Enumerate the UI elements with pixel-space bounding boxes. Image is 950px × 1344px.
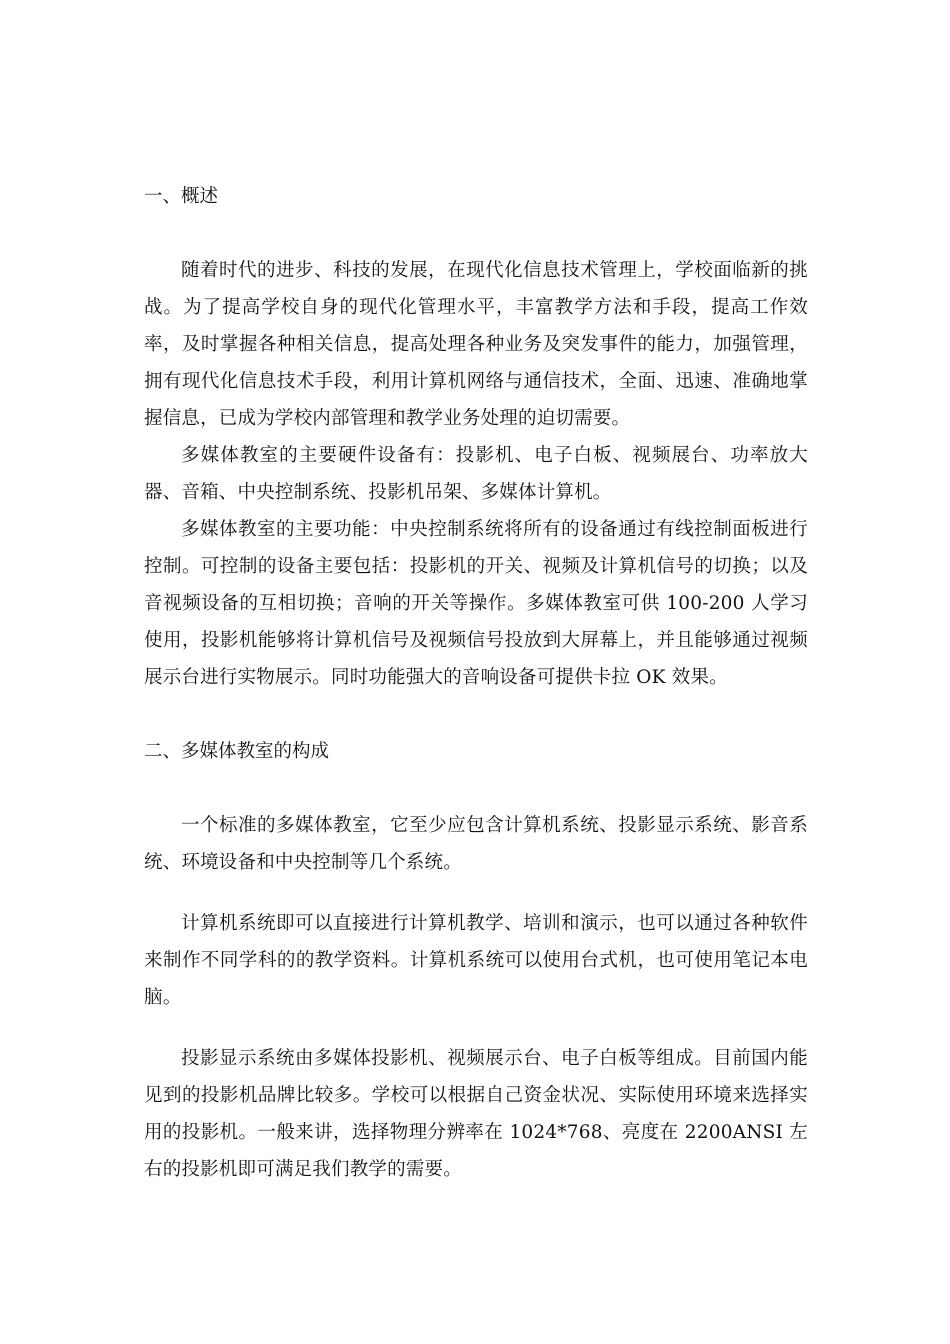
paragraph: 投影显示系统由多媒体投影机、视频展示台、电子白板等组成。目前国内能见到的投影机品牌比较多。学校可以根据自己资金状况、实际使用环境来选择实用的投影机。一般来讲，选择物理分辨率在 1024*768、亮度在 2200ANSI 左右的投影机即可满足我们教学的需要。 bbox=[144, 1048, 808, 1180]
section-heading-composition: 二、多媒体教室的构成 bbox=[144, 741, 330, 762]
spacer bbox=[144, 215, 808, 252]
section-heading-overview: 一、概述 bbox=[144, 186, 219, 207]
spacer bbox=[144, 1016, 808, 1040]
spacer bbox=[144, 696, 808, 733]
paragraph: 随着时代的进步、科技的发展，在现代化信息技术管理上，学校面临新的挑战。为了提高学校自身的现代化管理水平，丰富教学方法和手段，提高工作效率，及时掌握各种相关信息，提高处理各种业务及突发事件的能力，加强管理，拥有现代化信息技术手段，利用计算机网络与通信技术，全面、迅速、准确地掌握信息，已成为学校内部管理和教学业务处理的迫切需要。 bbox=[144, 260, 808, 429]
paragraph: 多媒体教室的主要功能：中央控制系统将所有的设备通过有线控制面板进行控制。可控制的设备主要包括：投影机的开关、视频及计算机信号的切换；以及音视频设备的互相切换；音响的开关等操作。多媒体教室可供 100-200 人学习使用，投影机能够将计算机信号及视频信号投放到大屏幕上，并且能够通过视频展示台进行实物展示。同时功能强大的音响设备可提供卡拉 OK 效果。 bbox=[144, 519, 808, 688]
document-body bbox=[144, 178, 808, 1188]
paragraph: 一个标准的多媒体教室，它至少应包含计算机系统、投影显示系统、影音系统、环境设备和中央控制等几个系统。 bbox=[144, 815, 808, 873]
spacer bbox=[144, 881, 808, 905]
spacer bbox=[144, 770, 808, 807]
paragraph: 计算机系统即可以直接进行计算机教学、培训和演示，也可以通过各种软件来制作不同学科的的教学资料。计算机系统可以使用台式机，也可使用笔记本电脑。 bbox=[144, 913, 808, 1008]
paragraph: 多媒体教室的主要硬件设备有：投影机、电子白板、视频展台、功率放大器、音箱、中央控制系统、投影机吊架、多媒体计算机。 bbox=[144, 445, 808, 503]
